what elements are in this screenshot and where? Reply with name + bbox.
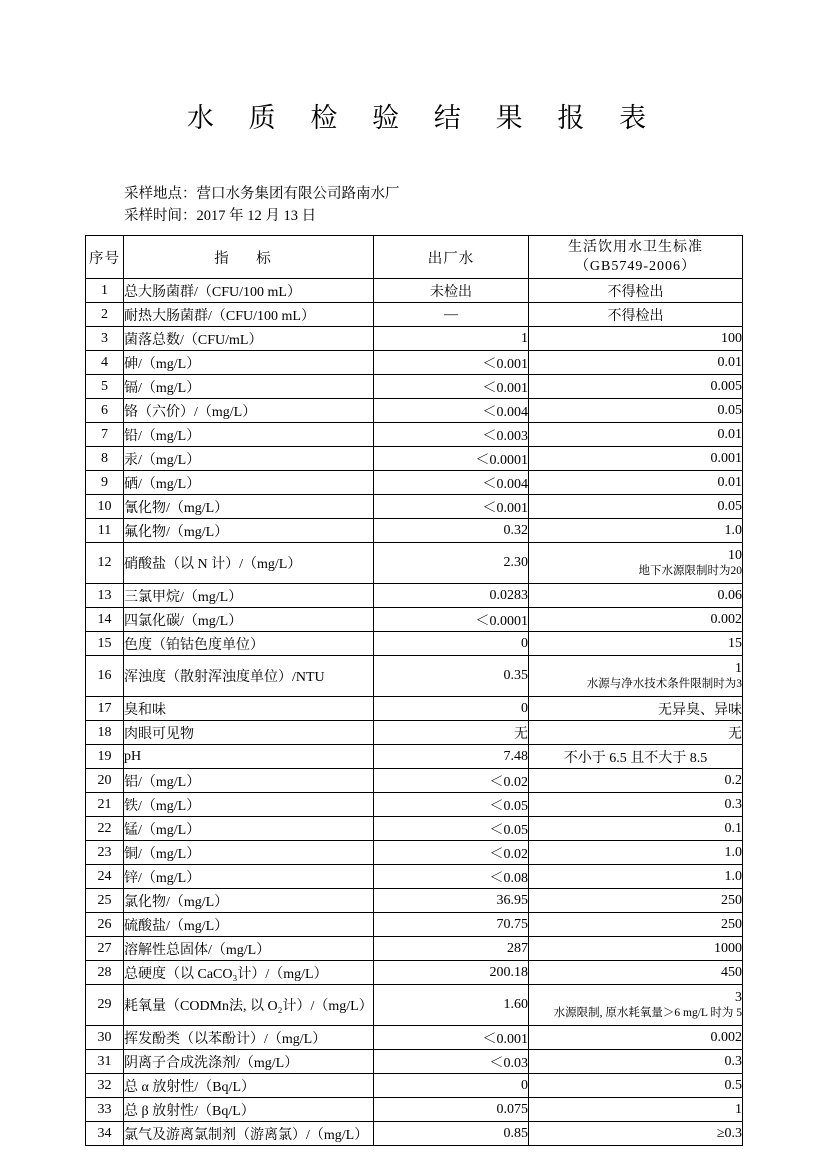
cell-item: 耗氧量（CODMn法, 以 O₂计）/（mg/L）	[124, 985, 374, 1026]
cell-value: ＜0.02	[374, 841, 529, 865]
table-row	[86, 327, 743, 351]
cell-value: ＜0.05	[374, 793, 529, 817]
table-row	[86, 608, 743, 632]
cell-standard: 1	[529, 1098, 743, 1122]
cell-value: 200.18	[374, 961, 529, 985]
cell-item: pH	[124, 745, 374, 769]
cell-standard	[529, 985, 743, 1026]
cell-standard: 无	[529, 721, 743, 745]
table-row	[86, 584, 743, 608]
cell-no: 20	[86, 769, 124, 793]
cell-standard: 100	[529, 327, 743, 351]
table-row	[86, 817, 743, 841]
table-body	[86, 279, 743, 1146]
sampling-meta	[124, 183, 827, 227]
cell-standard: 0.1	[529, 817, 743, 841]
cell-item: 锌/（mg/L）	[124, 865, 374, 889]
cell-value: ＜0.0001	[374, 608, 529, 632]
cell-value: ＜0.004	[374, 471, 529, 495]
cell-value: 70.75	[374, 913, 529, 937]
cell-standard: 0.002	[529, 1026, 743, 1050]
table-row	[86, 721, 743, 745]
cell-value: 0.0283	[374, 584, 529, 608]
cell-no: 29	[86, 985, 124, 1026]
cell-standard: 0.3	[529, 793, 743, 817]
table-header-row	[86, 236, 743, 279]
cell-item: 肉眼可见物	[124, 721, 374, 745]
cell-standard: 0.01	[529, 423, 743, 447]
cell-standard	[529, 543, 743, 584]
cell-no: 19	[86, 745, 124, 769]
cell-item: 氰化物/（mg/L）	[124, 495, 374, 519]
table-row	[86, 447, 743, 471]
header-standard-line1: 生活饮用水卫生标准	[568, 240, 703, 255]
cell-no: 10	[86, 495, 124, 519]
table-row	[86, 1050, 743, 1074]
cell-standard: 0.2	[529, 769, 743, 793]
cell-item: 铝/（mg/L）	[124, 769, 374, 793]
cell-value: 无	[374, 721, 529, 745]
cell-no: 15	[86, 632, 124, 656]
cell-item: 硫酸盐/（mg/L）	[124, 913, 374, 937]
table-row	[86, 471, 743, 495]
cell-standard: 不得检出	[529, 303, 743, 327]
cell-value: 0	[374, 632, 529, 656]
table-row	[86, 632, 743, 656]
cell-standard: 0.005	[529, 375, 743, 399]
cell-value: 36.95	[374, 889, 529, 913]
table-row	[86, 889, 743, 913]
cell-no: 1	[86, 279, 124, 303]
cell-value: 0	[374, 1074, 529, 1098]
cell-standard: 0.01	[529, 471, 743, 495]
table-row	[86, 519, 743, 543]
cell-standard: 450	[529, 961, 743, 985]
cell-item: 砷/（mg/L）	[124, 351, 374, 375]
table-row	[86, 841, 743, 865]
cell-value: 0.85	[374, 1122, 529, 1146]
cell-item: 铜/（mg/L）	[124, 841, 374, 865]
cell-value: ＜0.001	[374, 1026, 529, 1050]
cell-standard: 1.0	[529, 519, 743, 543]
cell-no: 30	[86, 1026, 124, 1050]
cell-standard: 0.3	[529, 1050, 743, 1074]
cell-no: 24	[86, 865, 124, 889]
table-row	[86, 1026, 743, 1050]
table-row	[86, 656, 743, 697]
cell-standard: ≥0.3	[529, 1122, 743, 1146]
standard-note: 水源与净水技术条件限制时为3	[586, 678, 742, 690]
cell-item: 铁/（mg/L）	[124, 793, 374, 817]
cell-item: 氯化物/（mg/L）	[124, 889, 374, 913]
table-row	[86, 1098, 743, 1122]
cell-item: 四氯化碳/（mg/L）	[124, 608, 374, 632]
cell-no: 17	[86, 697, 124, 721]
cell-value: 0	[374, 697, 529, 721]
cell-no: 28	[86, 961, 124, 985]
cell-item: 总 α 放射性/（Bq/L）	[124, 1074, 374, 1098]
table-row	[86, 1074, 743, 1098]
cell-no: 16	[86, 656, 124, 697]
cell-no: 5	[86, 375, 124, 399]
cell-no: 22	[86, 817, 124, 841]
table-row	[86, 913, 743, 937]
cell-item: 镉/（mg/L）	[124, 375, 374, 399]
cell-standard: 1000	[529, 937, 743, 961]
cell-no: 18	[86, 721, 124, 745]
cell-no: 27	[86, 937, 124, 961]
cell-value: 1	[374, 327, 529, 351]
cell-no: 21	[86, 793, 124, 817]
standard-value: 10	[728, 548, 742, 563]
table-row	[86, 769, 743, 793]
header-standard	[529, 236, 743, 279]
table-row	[86, 303, 743, 327]
cell-standard: 250	[529, 889, 743, 913]
cell-no: 8	[86, 447, 124, 471]
cell-item: 耐热大肠菌群/（CFU/100 mL）	[124, 303, 374, 327]
page-title: 水 质 检 验 结 果 报 表	[186, 103, 661, 133]
cell-standard: 0.01	[529, 351, 743, 375]
cell-item: 总 β 放射性/（Bq/L）	[124, 1098, 374, 1122]
table-row	[86, 937, 743, 961]
cell-standard: 0.5	[529, 1074, 743, 1098]
table-row	[86, 961, 743, 985]
cell-item: 总硬度（以 CaCO₃计）/（mg/L）	[124, 961, 374, 985]
table-row	[86, 279, 743, 303]
cell-item: 臭和味	[124, 697, 374, 721]
cell-item: 铬（六价）/（mg/L）	[124, 399, 374, 423]
water-quality-table	[85, 235, 743, 1146]
standard-value: 3	[735, 990, 742, 1005]
cell-value: ＜0.05	[374, 817, 529, 841]
cell-value: ＜0.0001	[374, 447, 529, 471]
cell-item: 硒/（mg/L）	[124, 471, 374, 495]
cell-item: 铅/（mg/L）	[124, 423, 374, 447]
cell-item: 菌落总数/（CFU/mL）	[124, 327, 374, 351]
sampling-time: 采样时间：2017 年 12 月 13 日	[124, 208, 317, 224]
cell-no: 4	[86, 351, 124, 375]
cell-no: 9	[86, 471, 124, 495]
cell-value: 未检出	[374, 279, 529, 303]
cell-no: 14	[86, 608, 124, 632]
table-row	[86, 351, 743, 375]
cell-standard: 1.0	[529, 841, 743, 865]
cell-item: 汞/（mg/L）	[124, 447, 374, 471]
table-row	[86, 423, 743, 447]
cell-value: 7.48	[374, 745, 529, 769]
cell-item: 三氯甲烷/（mg/L）	[124, 584, 374, 608]
cell-value: 287	[374, 937, 529, 961]
cell-no: 11	[86, 519, 124, 543]
table-row	[86, 543, 743, 584]
cell-no: 26	[86, 913, 124, 937]
cell-value: 0.32	[374, 519, 529, 543]
cell-standard: 不得检出	[529, 279, 743, 303]
table-row	[86, 399, 743, 423]
cell-no: 31	[86, 1050, 124, 1074]
cell-item: 锰/（mg/L）	[124, 817, 374, 841]
cell-no: 12	[86, 543, 124, 584]
cell-standard: 1.0	[529, 865, 743, 889]
cell-item: 色度（铂钴色度单位）	[124, 632, 374, 656]
cell-value: ＜0.03	[374, 1050, 529, 1074]
cell-no: 2	[86, 303, 124, 327]
table-row	[86, 745, 743, 769]
header-item: 指 标	[124, 236, 374, 279]
cell-value: ＜0.001	[374, 495, 529, 519]
cell-item: 溶解性总固体/（mg/L）	[124, 937, 374, 961]
cell-no: 13	[86, 584, 124, 608]
table-row	[86, 793, 743, 817]
cell-value: ＜0.02	[374, 769, 529, 793]
standard-value: 1	[735, 661, 742, 676]
cell-standard: 不小于 6.5 且不大于 8.5	[529, 745, 743, 769]
cell-no: 33	[86, 1098, 124, 1122]
cell-value: ＜0.001	[374, 375, 529, 399]
table-row	[86, 495, 743, 519]
cell-item: 浑浊度（散射浑浊度单位）/NTU	[124, 656, 374, 697]
cell-no: 6	[86, 399, 124, 423]
cell-item: 氟化物/（mg/L）	[124, 519, 374, 543]
cell-standard: 250	[529, 913, 743, 937]
cell-standard: 0.05	[529, 495, 743, 519]
cell-no: 34	[86, 1122, 124, 1146]
cell-item: 硝酸盐（以 N 计）/（mg/L）	[124, 543, 374, 584]
cell-value: 1.60	[374, 985, 529, 1026]
header-no: 序号	[86, 236, 124, 279]
cell-no: 32	[86, 1074, 124, 1098]
cell-value: 2.30	[374, 543, 529, 584]
standard-note: 地下水源限制时为20	[638, 565, 742, 577]
cell-standard: 无异臭、异味	[529, 697, 743, 721]
table-row	[86, 865, 743, 889]
header-standard-line2: （GB5749-2006）	[574, 259, 697, 274]
table-row	[86, 1122, 743, 1146]
sampling-location: 采样地点：营口水务集团有限公司路南水厂	[124, 186, 400, 202]
cell-standard: 0.002	[529, 608, 743, 632]
cell-no: 25	[86, 889, 124, 913]
cell-standard: 15	[529, 632, 743, 656]
cell-value: 0.075	[374, 1098, 529, 1122]
cell-value: ＜0.001	[374, 351, 529, 375]
cell-item: 总大肠菌群/（CFU/100 mL）	[124, 279, 374, 303]
table-row	[86, 985, 743, 1026]
cell-value: ＜0.003	[374, 423, 529, 447]
cell-no: 7	[86, 423, 124, 447]
cell-value: ＜0.004	[374, 399, 529, 423]
table-row	[86, 375, 743, 399]
cell-no: 3	[86, 327, 124, 351]
cell-item: 挥发酚类（以苯酚计）/（mg/L）	[124, 1026, 374, 1050]
cell-standard	[529, 656, 743, 697]
cell-value: 0.35	[374, 656, 529, 697]
cell-item: 阴离子合成洗涤剂/（mg/L）	[124, 1050, 374, 1074]
header-value: 出厂水	[374, 236, 529, 279]
cell-standard: 0.06	[529, 584, 743, 608]
cell-standard: 0.001	[529, 447, 743, 471]
table-row	[86, 697, 743, 721]
standard-note: 水源限制, 原水耗氧量＞6 mg/L 时为 5	[553, 1007, 742, 1019]
cell-item: 氯气及游离氯制剂（游离氯）/（mg/L）	[124, 1122, 374, 1146]
cell-value: ＜0.08	[374, 865, 529, 889]
cell-value: —	[374, 303, 529, 327]
cell-standard: 0.05	[529, 399, 743, 423]
cell-no: 23	[86, 841, 124, 865]
